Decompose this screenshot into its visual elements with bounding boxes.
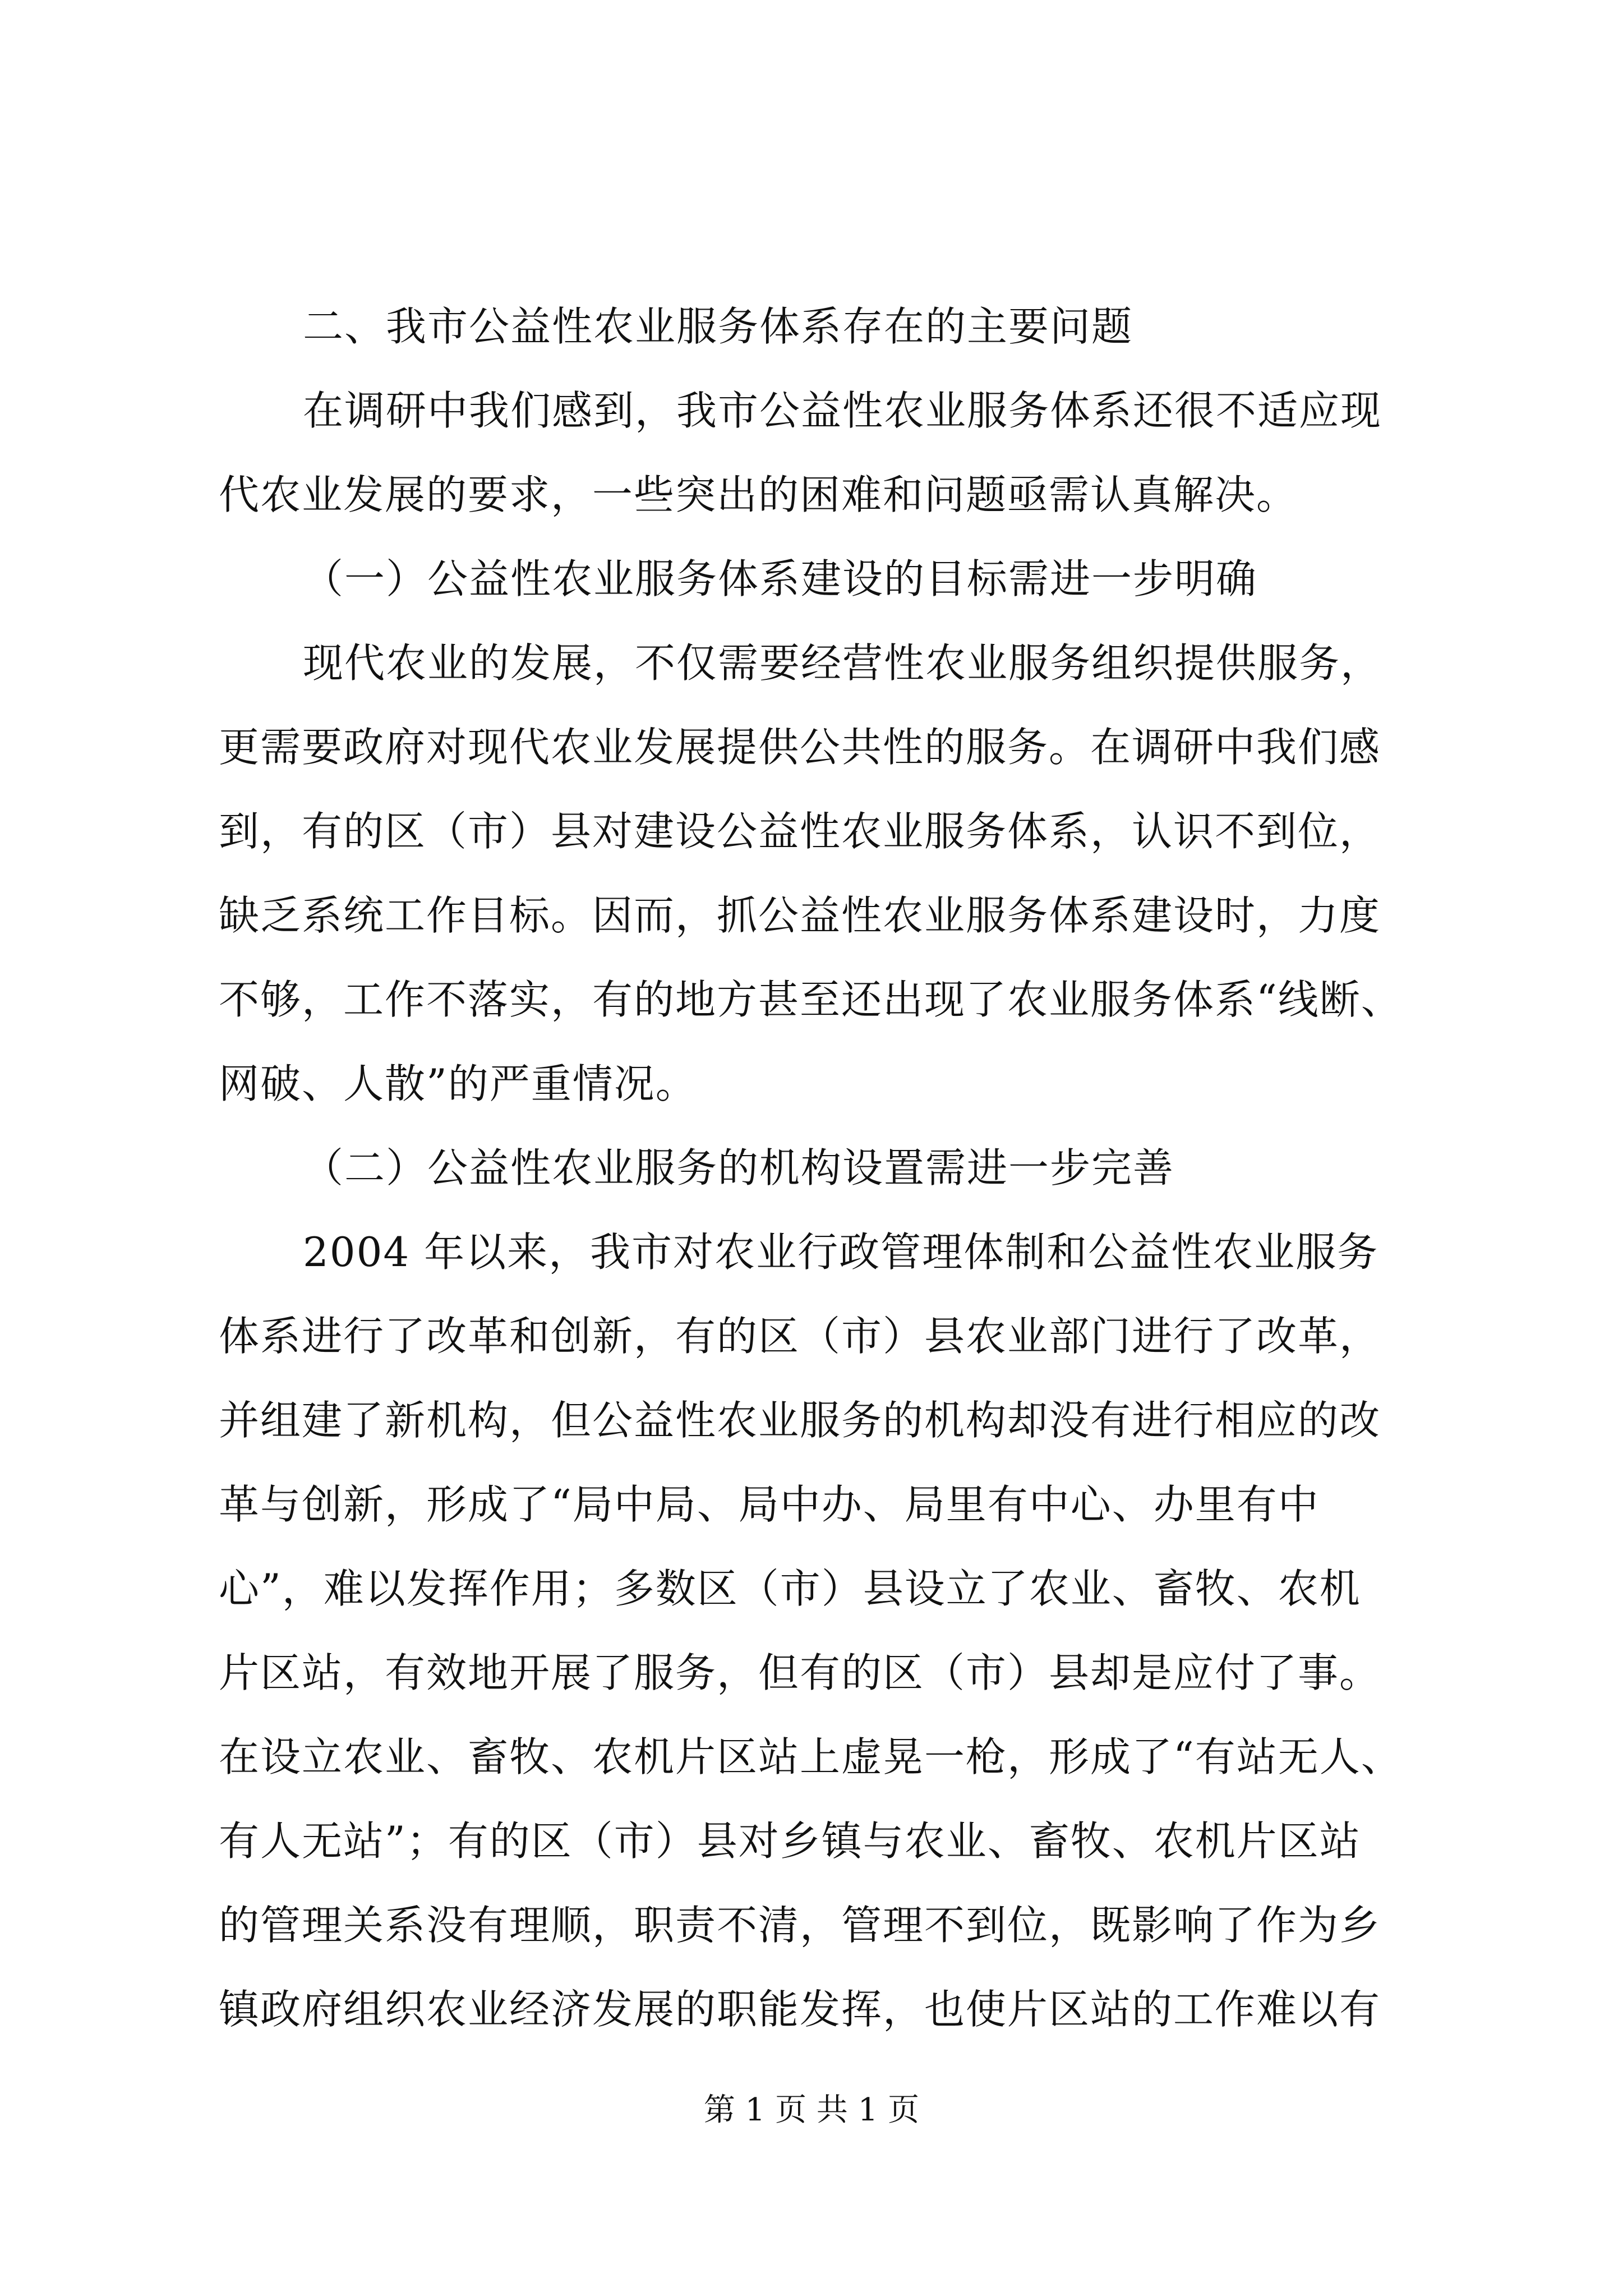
paragraph-line: 镇政府组织农业经济发展的职能发挥，也使片区站的工作难以有 (219, 1986, 1381, 2033)
paragraph-line: 心”，难以发挥作用；多数区（市）县设立了农业、畜牧、农机 (219, 1565, 1361, 1612)
paragraph-line: 有人无站”；有的区（市）县对乡镇与农业、畜牧、农机片区站 (219, 1818, 1361, 1865)
paragraph-line: 革与创新，形成了“局中局、局中办、局里有中心、办里有中 (219, 1481, 1320, 1528)
paragraph-line: 在调研中我们感到，我市公益性农业服务体系还很不适应现 (303, 387, 1382, 434)
paragraph-line: 更需要政府对现代农业发展提供公共性的服务。在调研中我们感 (219, 724, 1381, 771)
paragraph-line: 网破、人散”的严重情况。 (219, 1060, 697, 1107)
paragraph-line: 到，有的区（市）县对建设公益性农业服务体系，认识不到位， (219, 808, 1381, 855)
section-heading-2: 二、我市公益性农业服务体系存在的主要问题 (303, 303, 1133, 350)
paragraph-line: 代农业发展的要求，一些突出的困难和问题亟需认真解决。 (219, 471, 1298, 518)
page-number-footer: 第 1 页 共 1 页 (703, 2092, 920, 2128)
paragraph-line: 缺乏系统工作目标。因而，抓公益性农业服务体系建设时，力度 (219, 892, 1381, 939)
paragraph-line: 在设立农业、畜牧、农机片区站上虚晃一枪，形成了“有站无人、 (219, 1733, 1403, 1780)
paragraph-line: 体系进行了改革和创新，有的区（市）县农业部门进行了改革， (219, 1313, 1381, 1360)
paragraph-line: 2004 年以来，我市对农业行政管理体制和公益性农业服务 (303, 1228, 1379, 1276)
subsection-heading-2: （二）公益性农业服务的机构设置需进一步完善 (303, 1144, 1175, 1191)
paragraph-line: 不够，工作不落实，有的地方甚至还出现了农业服务体系“线断、 (219, 976, 1403, 1023)
subsection-heading-1: （一）公益性农业服务体系建设的目标需进一步明确 (303, 555, 1258, 602)
paragraph-line: 并组建了新机构，但公益性农业服务的机构却没有进行相应的改 (219, 1397, 1381, 1444)
paragraph-line: 的管理关系没有理顺，职责不清，管理不到位，既影响了作为乡 (219, 1902, 1381, 1949)
paragraph-line: 片区站，有效地开展了服务，但有的区（市）县却是应付了事。 (219, 1649, 1381, 1696)
paragraph-line: 现代农业的发展，不仅需要经营性农业服务组织提供服务， (303, 639, 1382, 687)
